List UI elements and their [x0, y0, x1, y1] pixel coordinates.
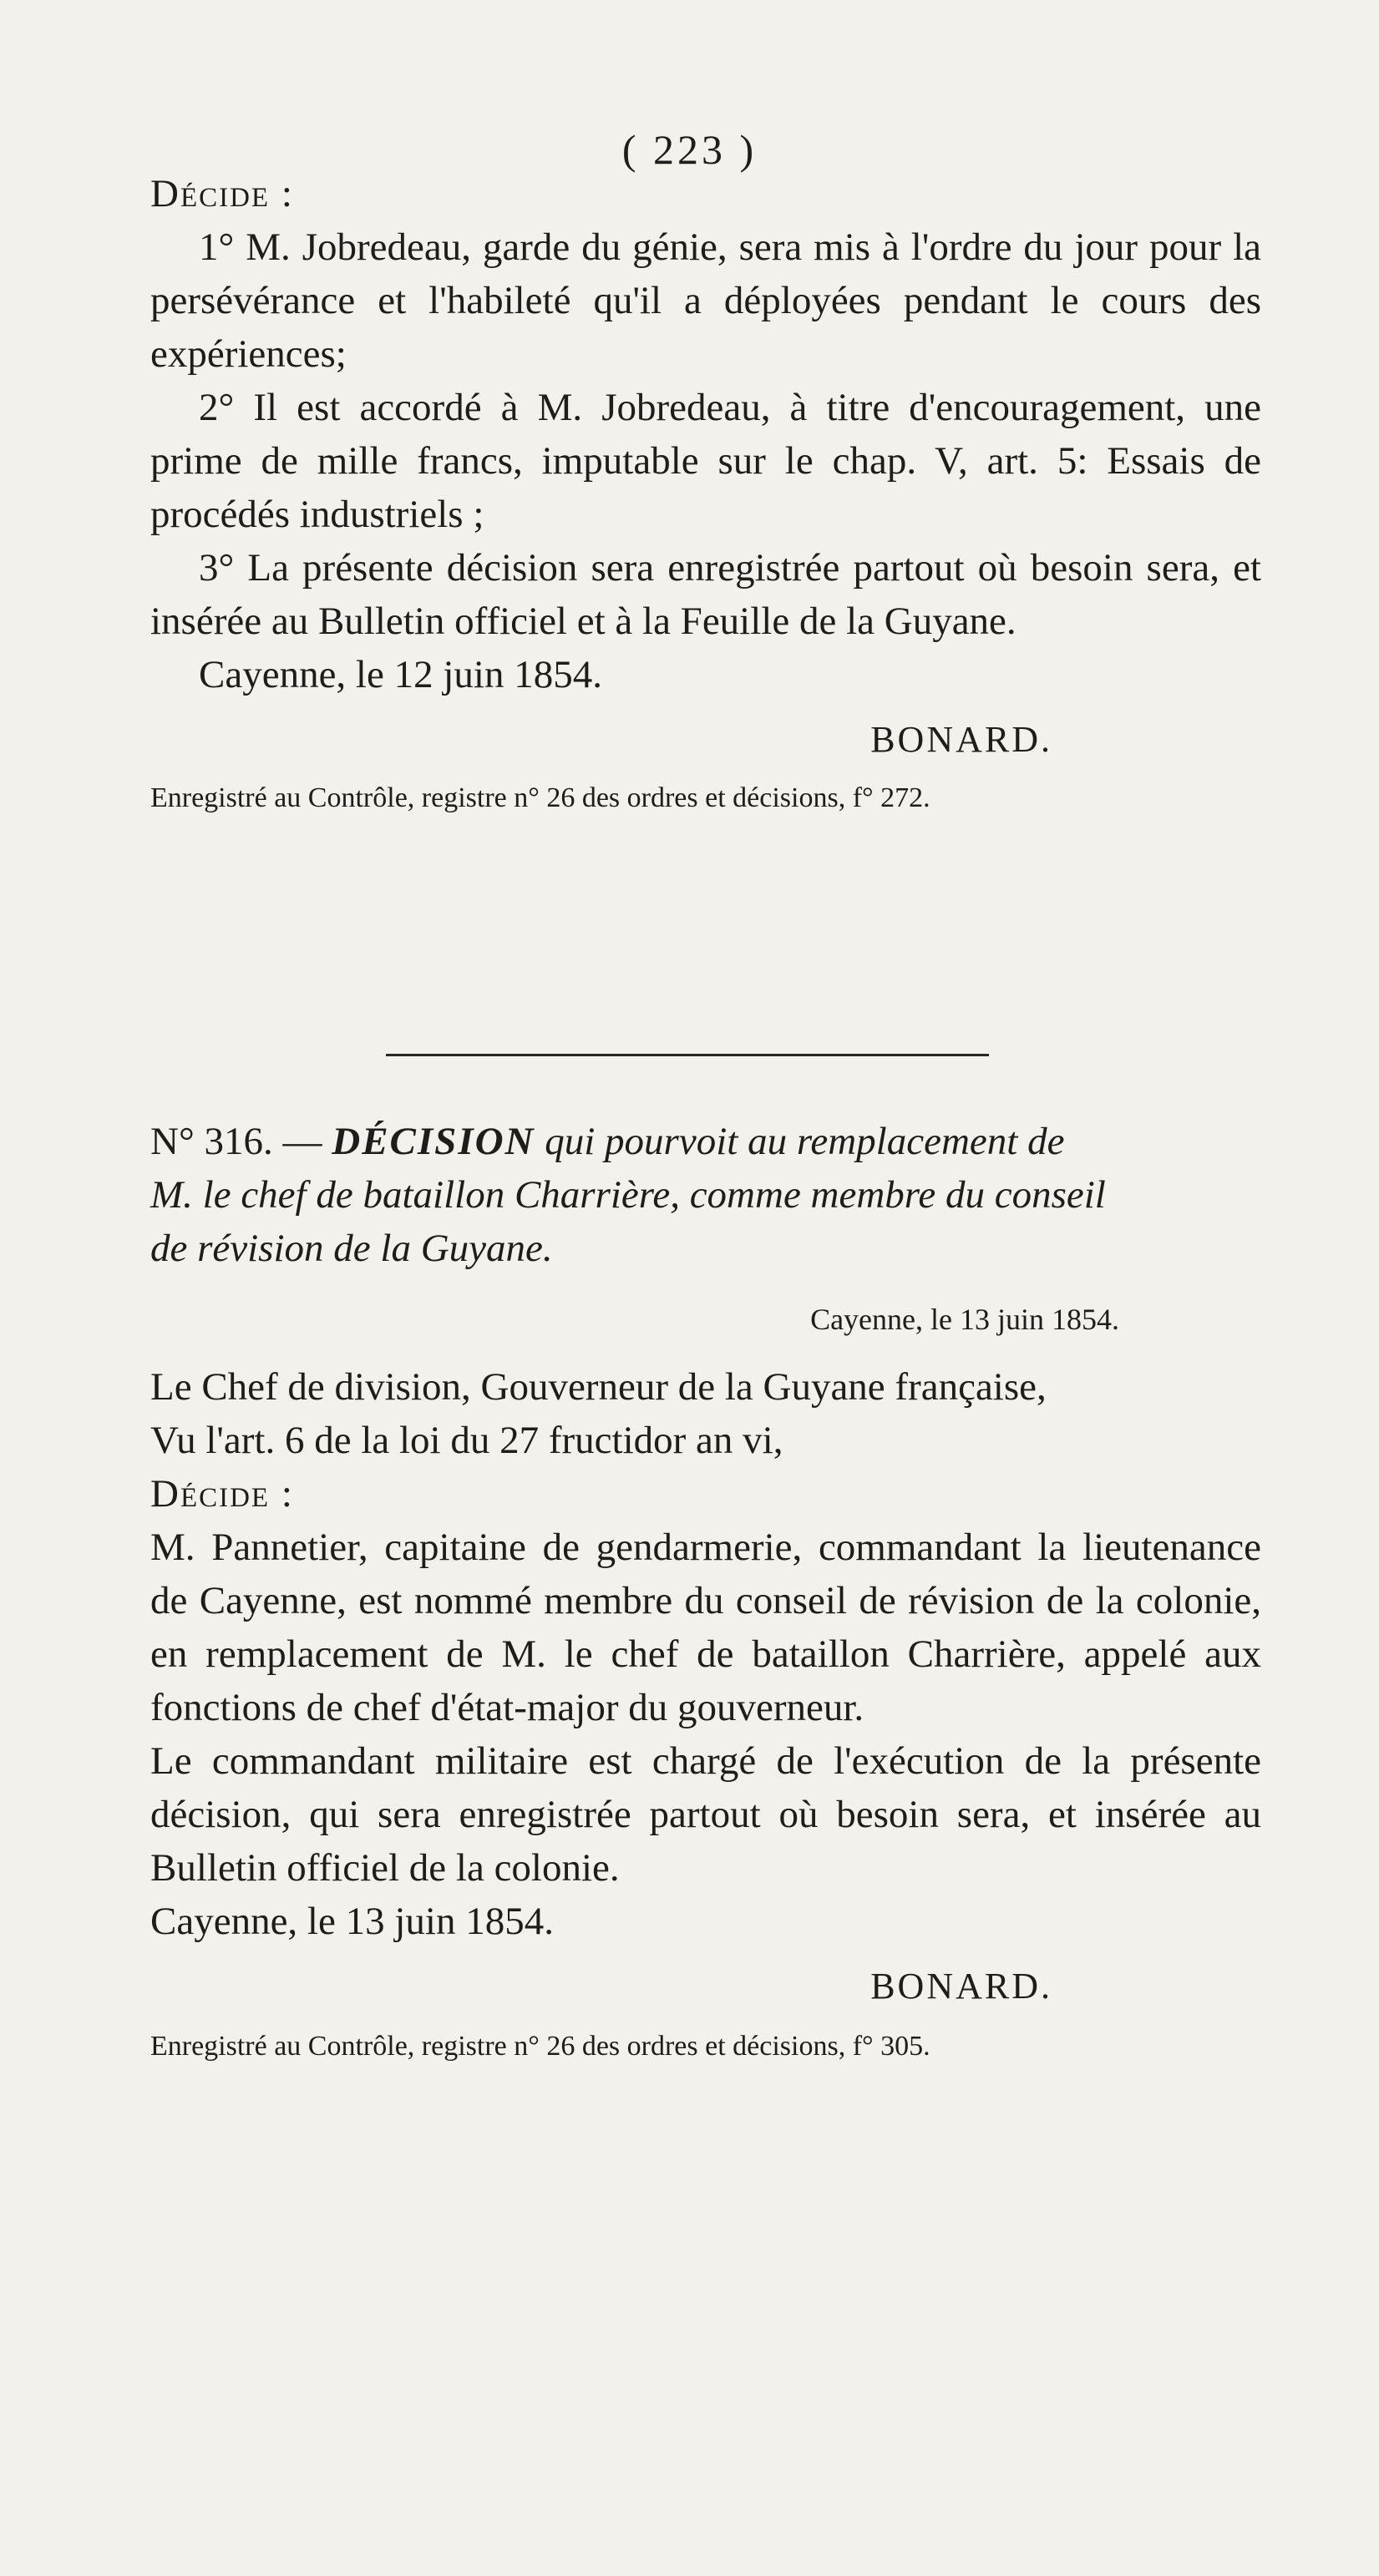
decision-title	[150, 1115, 1261, 1168]
authority-line: Le Chef de division, Gouverneur de la Guyane française,	[150, 1365, 1047, 1409]
decision-body-1: M. Pannetier, capitaine de gendarmerie, commandant la lieutenance de Cayenne, est nommé membre du conseil de révision de la colonie, en remplacement de M. le chef de bataillon Charrière, appelé aux fonctions de chef d'état-major du gouverneur.	[150, 1526, 1261, 1729]
page-number: ( 223 )	[621, 126, 758, 173]
decision-number: N° 316. —	[150, 1120, 322, 1163]
decision-title-text: qui pourvoit au remplacement de	[545, 1120, 1065, 1163]
previous-decision-end	[150, 167, 1261, 817]
decision-316	[150, 1115, 1261, 2066]
decide-heading-2: Décide :	[150, 1472, 294, 1516]
signature: BONARD.	[870, 719, 1052, 760]
article-3: 3° La présente décision sera enregistrée partout où besoin sera, et insérée au Bulletin officiel et à la Feuille de la Guyane.	[150, 546, 1261, 643]
place-date: Cayenne, le 12 juin 1854.	[199, 653, 602, 696]
decision-title-caps: DÉCISION	[332, 1120, 535, 1163]
article-2: 2° Il est accordé à M. Jobredeau, à titre d'encouragement, une prime de mille francs, imputable sur le chap. V, art. 5: Essais de procédés industriels ;	[150, 386, 1261, 536]
place-date-2: Cayenne, le 13 juin 1854.	[150, 1900, 554, 1943]
vu-line: Vu l'art. 6 de la loi du 27 fructidor an vi,	[150, 1419, 783, 1462]
signature-2: BONARD.	[870, 1966, 1052, 2007]
article-1: 1° M. Jobredeau, garde du génie, sera mis à l'ordre du jour pour la persévérance et l'habileté qu'il a déployées pendant le cours des expériences;	[150, 225, 1261, 376]
registration-note-2: Enregistré au Contrôle, registre n° 26 des ordres et décisions, f° 305.	[150, 2031, 930, 2062]
decision-title-line3: de révision de la Guyane.	[150, 1227, 553, 1270]
decide-heading: Décide :	[150, 172, 294, 215]
decision-body-2: Le commandant militaire est chargé de l'exécution de la présente décision, qui sera enregistrée partout où besoin sera, et insérée au Bulletin officiel de la colonie.	[150, 1739, 1261, 1890]
section-divider	[386, 1054, 989, 1056]
dateline: Cayenne, le 13 juin 1854.	[810, 1303, 1119, 1336]
decision-title-line2: M. le chef de bataillon Charrière, comme membre du conseil	[150, 1173, 1106, 1217]
registration-note: Enregistré au Contrôle, registre n° 26 des ordres et décisions, f° 272.	[150, 782, 930, 813]
